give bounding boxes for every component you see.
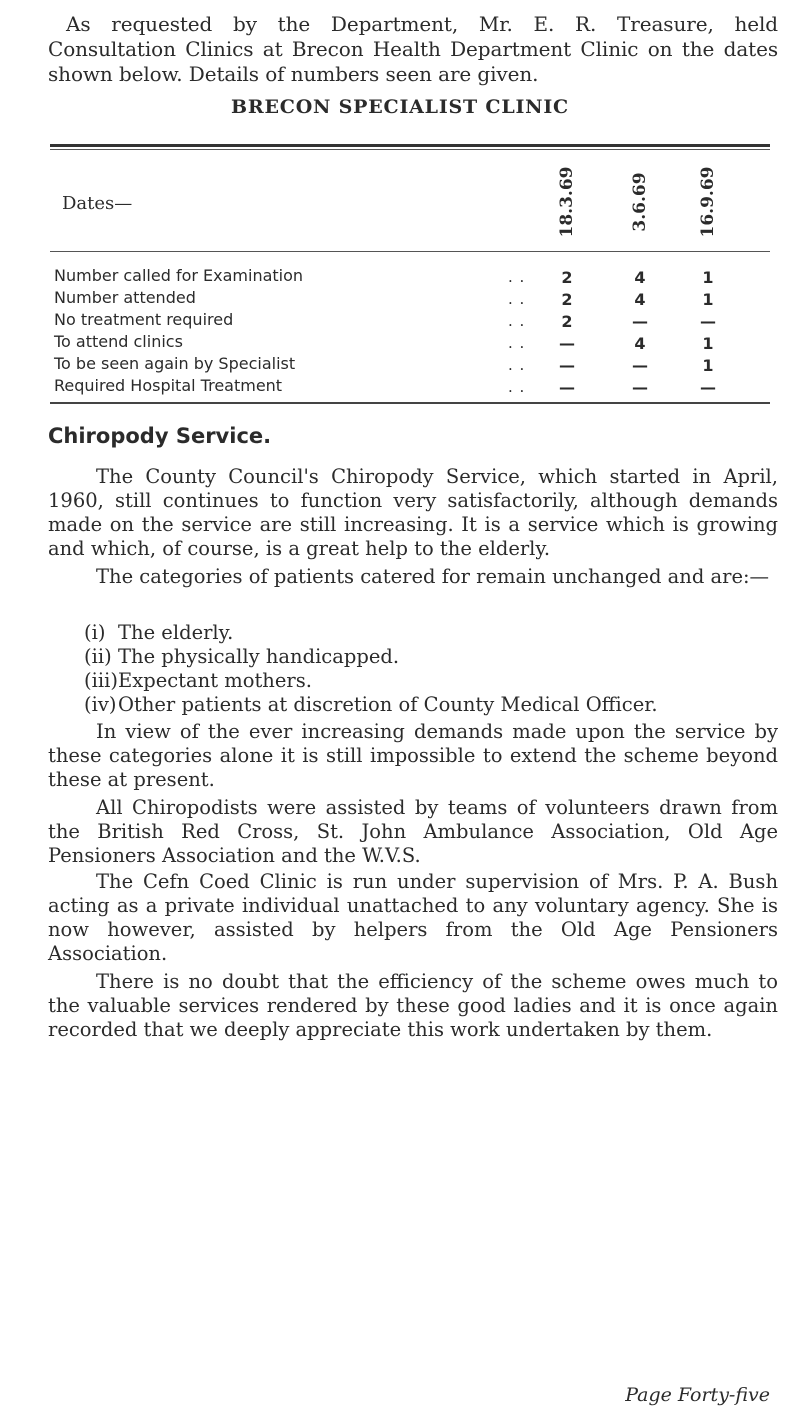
dates-label: Dates— — [62, 193, 133, 214]
table-cell: 4 — [634, 268, 646, 287]
leader-dots: . . — [508, 334, 526, 352]
page-number: Page Forty-five — [625, 1384, 770, 1406]
category-text: The elderly. — [118, 621, 234, 644]
table-cell: 2 — [561, 312, 573, 331]
date-header-text: 18.3.69 — [557, 166, 577, 238]
table-cell: 1 — [702, 356, 714, 375]
chiropody-paragraph-1: The County Council's Chiropody Service, which started in April, 1960, still continues to function very satisfactorily, although demands made on the service are still increasing. It is a service which is growing and which, of course, is a great help to the elderly. — [48, 465, 778, 560]
leader-dots: . . — [508, 356, 526, 374]
table-cell: 2 — [561, 290, 573, 309]
table-cell: — — [632, 356, 648, 375]
category-item — [84, 621, 233, 645]
category-number: (ii) — [84, 645, 112, 668]
table-cell: — — [632, 312, 648, 331]
table-row-label: To be seen again by Specialist — [54, 354, 296, 373]
category-item — [84, 645, 399, 669]
table-top-rule-thin — [50, 149, 770, 150]
chiropody-paragraph-4: All Chiropodists were assisted by teams of volunteers drawn from the British Red Cross, St. John Ambulance Association, Old Age Pensioners Association and the W.V.S. — [48, 796, 778, 867]
table-header-rule — [50, 251, 770, 252]
table-cell: — — [559, 334, 575, 353]
intro-paragraph: As requested by the Department, Mr. E. R. Treasure, held Consultation Clinics at Brecon Health Department Clinic on the dates shown below. Details of numbers seen are given. — [48, 12, 778, 86]
category-text: Expectant mothers. — [118, 669, 312, 692]
category-number: (i) — [84, 621, 106, 644]
table-top-rule — [50, 144, 770, 147]
leader-dots: . . — [508, 312, 526, 330]
chiropody-heading: Chiropody Service. — [48, 424, 272, 448]
table-cell: 1 — [702, 268, 714, 287]
date-header-text: 3.6.69 — [630, 172, 650, 232]
category-item — [84, 693, 658, 717]
table-row-label: Required Hospital Treatment — [54, 376, 283, 395]
table-cell: 1 — [702, 290, 714, 309]
table-cell: 2 — [561, 268, 573, 287]
chiropody-paragraph-2: The categories of patients catered for remain unchanged and are:— — [96, 565, 770, 588]
category-item — [84, 669, 312, 693]
table-cell: 4 — [634, 334, 646, 353]
clinic-table-title: BRECON SPECIALIST CLINIC — [231, 96, 569, 118]
category-number: (iv) — [84, 693, 117, 716]
category-number: (iii) — [84, 669, 118, 692]
table-cell: 1 — [702, 334, 714, 353]
table-row-label: No treatment required — [54, 310, 234, 329]
leader-dots: . . — [508, 378, 526, 396]
category-text: The physically handicapped. — [118, 645, 400, 668]
date-header-2 — [627, 160, 653, 244]
table-row-label: To attend clinics — [54, 332, 183, 351]
table-row-label: Number attended — [54, 288, 196, 307]
table-cell: — — [559, 378, 575, 397]
table-cell: — — [632, 378, 648, 397]
category-text: Other patients at discretion of County Medical Officer. — [118, 693, 658, 716]
chiropody-paragraph-5: The Cefn Coed Clinic is run under supervision of Mrs. P. A. Bush acting as a private individual unattached to any voluntary agency. She is now however, assisted by helpers from the Old Age Pensioners Association. — [48, 870, 778, 965]
leader-dots: . . — [508, 268, 526, 286]
date-header-1 — [554, 160, 580, 244]
leader-dots: . . — [508, 290, 526, 308]
table-cell: — — [700, 378, 716, 397]
date-header-text: 16.9.69 — [698, 166, 718, 238]
chiropody-paragraph-3: In view of the ever increasing demands made upon the service by these categories alone it is still impossible to extend the scheme beyond these at present. — [48, 720, 778, 791]
chiropody-paragraph-6: There is no doubt that the efficiency of the scheme owes much to the valuable services rendered by these good ladies and it is once again recorded that we deeply appreciate this work undertaken by them. — [48, 970, 778, 1041]
table-cell: 4 — [634, 290, 646, 309]
table-bottom-rule — [50, 402, 770, 404]
table-cell: — — [700, 312, 716, 331]
date-header-3 — [695, 160, 721, 244]
table-cell: — — [559, 356, 575, 375]
table-row-label: Number called for Examination — [54, 266, 304, 285]
